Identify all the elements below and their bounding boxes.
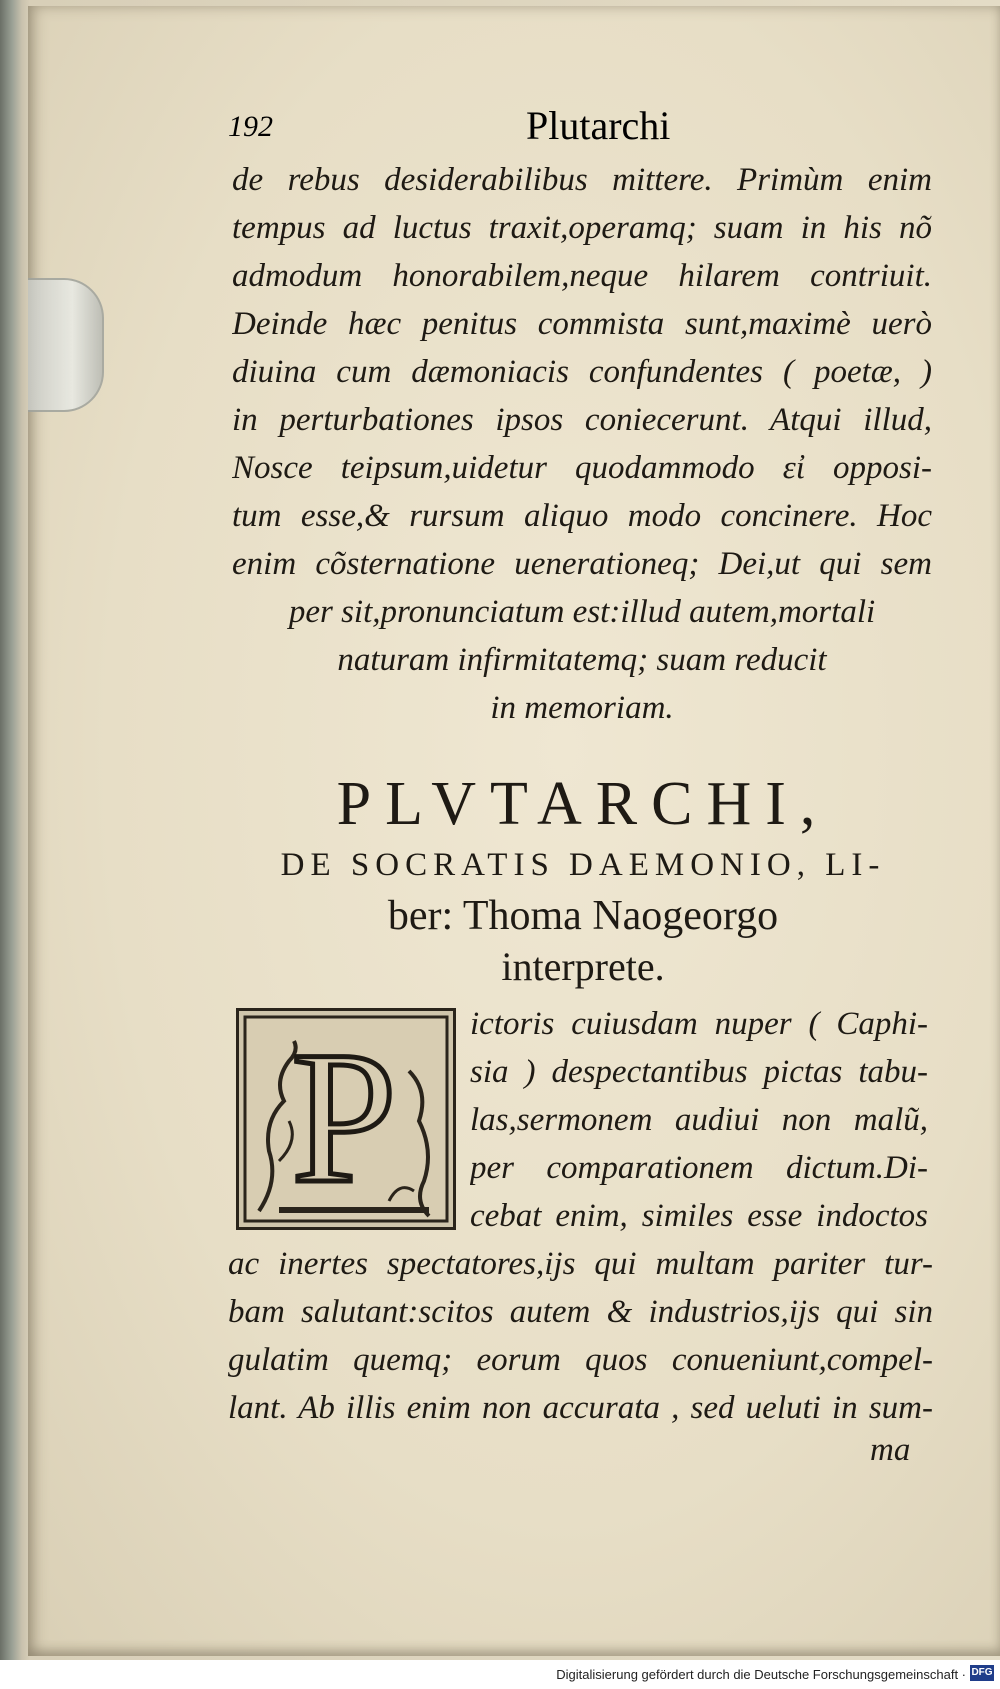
decorated-initial — [236, 1008, 456, 1230]
text-line: lant. Ab illis enim non accurata , sed ueluti in sum- — [228, 1390, 933, 1426]
text-line: de rebus desiderabilibus mittere. Primùm enim — [232, 162, 932, 198]
text-line: in memoriam. — [490, 690, 674, 726]
text-line: per sit,pronunciatum est:illud autem,mortali — [288, 594, 876, 630]
section-title — [228, 768, 938, 992]
initial-letter: P — [291, 1013, 397, 1223]
funding-credit: Digitalisierung gefördert durch die Deutsche Forschungsgemeinschaft · — [556, 1667, 966, 1682]
text-line: ac inertes spectatores,ijs qui multam pariter tur- — [228, 1246, 933, 1282]
text-line: Nosce teipsum,uidetur quodammodo εἰ opposi- — [232, 450, 932, 486]
text-line: Deinde hæc penitus commista sunt,maximè uerò — [232, 306, 932, 342]
text-line: ictoris cuiusdam nuper ( Caphi- — [470, 1006, 928, 1042]
text-line: las,sermonem audiui non malũ, — [470, 1102, 928, 1138]
text-line: gulatim quemq; eorum quos conueniunt,compel- — [228, 1342, 933, 1378]
title-work: DE SOCRATIS DAEMONIO, LI- — [280, 847, 886, 883]
page-clip — [28, 278, 104, 412]
paragraph-2-full — [228, 1240, 933, 1432]
footer-bar — [0, 1660, 1000, 1689]
title-author: PLVTARCHI, — [336, 770, 830, 838]
text-line: per comparationem dictum.Di- — [470, 1150, 928, 1186]
text-line: cebat enim, similes esse indoctos — [470, 1198, 928, 1234]
page-header — [228, 102, 948, 148]
text-line: tempus ad luctus traxit,operamq; suam in his nõ — [232, 210, 932, 246]
running-title: Plutarchi — [526, 103, 671, 148]
text-line: naturam infirmitatemq; suam reducit — [337, 642, 827, 678]
title-translator: ber: Thoma Naogeorgo — [387, 893, 779, 939]
title-interprete: interprete. — [501, 944, 665, 989]
catchword: ma — [870, 1432, 911, 1468]
text-line: tum esse,& rursum aliquo modo concinere. Hoc — [232, 498, 932, 534]
text-line: bam salutant:scitos autem & industrios,ijs qui sin — [228, 1294, 933, 1330]
text-line: in perturbationes ipsos coniecerunt. Atqui illud, — [232, 402, 932, 438]
page-number: 192 — [228, 110, 273, 143]
text-line: admodum honorabilem,neque hilarem contriuit. — [232, 258, 932, 294]
paragraph-2-beside-initial — [470, 1000, 928, 1240]
text-line: sia ) despectantibus pictas tabu- — [470, 1054, 928, 1090]
text-line: diuina cum dæmoniacis confundentes ( poetæ, ) — [232, 354, 932, 390]
woodcut-initial-icon — [239, 1011, 453, 1227]
dfg-logo-icon: DFG — [970, 1665, 994, 1681]
paragraph-1 — [232, 156, 932, 732]
text-line: enim cõsternatione uenerationeq; Dei,ut qui sem — [232, 546, 932, 582]
